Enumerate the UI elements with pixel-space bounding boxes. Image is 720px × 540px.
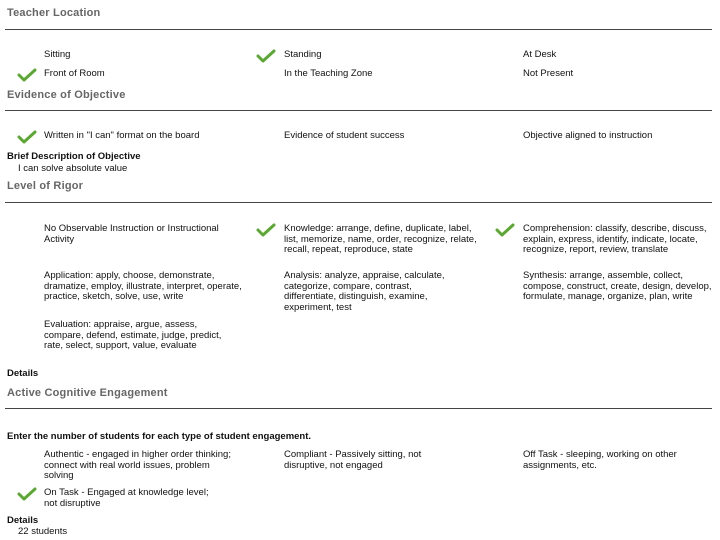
option-analysis[interactable]: Analysis: analyze, appraise, calculate, categorize, compare, contrast, differentiate, distinguish, examine, experiment, test xyxy=(284,270,445,313)
section-divider xyxy=(5,408,712,409)
option-synthesis[interactable]: Synthesis: arrange, assemble, collect, compose, construct, create, design, develop, formulate, manage, organize, plan, write xyxy=(523,270,712,302)
option-front-of-room[interactable]: Front of Room xyxy=(44,68,105,79)
section-divider xyxy=(5,29,712,30)
section-title-level-of-rigor: Level of Rigor xyxy=(7,180,84,192)
engagement-details-value: 22 students xyxy=(18,526,68,537)
section-title-teacher-location: Teacher Location xyxy=(7,7,101,19)
section-title-active-cognitive-engagement: Active Cognitive Engagement xyxy=(7,387,168,399)
engagement-instruction: Enter the number of students for each type of student engagement. xyxy=(7,431,312,442)
option-standing[interactable]: Standing xyxy=(284,49,322,60)
section-title-evidence-of-objective: Evidence of Objective xyxy=(7,89,126,101)
option-written-i-can[interactable]: Written in "I can" format on the board xyxy=(44,130,200,141)
option-evidence-student-success[interactable]: Evidence of student success xyxy=(284,130,405,141)
brief-description-value: I can solve absolute value xyxy=(18,163,128,174)
option-evaluation[interactable]: Evaluation: appraise, argue, assess, compare, defend, estimate, judge, predict, rate, select, support, value, evaluate xyxy=(44,319,222,351)
option-not-present[interactable]: Not Present xyxy=(523,68,574,79)
brief-description-label: Brief Description of Objective xyxy=(7,151,141,162)
option-knowledge[interactable]: Knowledge: arrange, define, duplicate, label, list, memorize, name, order, recognize, relate, recall, repeat, reproduce, state xyxy=(284,223,477,255)
checkmark-icon xyxy=(495,223,515,237)
option-sitting[interactable]: Sitting xyxy=(44,49,71,60)
option-compliant[interactable]: Compliant - Passively sitting, not disruptive, not engaged xyxy=(284,449,422,471)
section-divider xyxy=(5,202,712,203)
option-off-task[interactable]: Off Task - sleeping, working on other assignments, etc. xyxy=(523,449,677,471)
option-application[interactable]: Application: apply, choose, demonstrate, dramatize, employ, illustrate, interpret, operate, practice, sketch, solve, use, write xyxy=(44,270,242,302)
checkmark-icon xyxy=(17,130,37,144)
checkmark-icon xyxy=(17,68,37,82)
checkmark-icon xyxy=(256,223,276,237)
option-objective-aligned[interactable]: Objective aligned to instruction xyxy=(523,130,653,141)
checkmark-icon xyxy=(17,487,37,501)
option-no-observable-instruction[interactable]: No Observable Instruction or Instructional Activity xyxy=(44,223,219,245)
option-comprehension[interactable]: Comprehension: classify, describe, discuss, explain, express, identify, indicate, locate, recognize, report, review, translate xyxy=(523,223,707,255)
option-at-desk[interactable]: At Desk xyxy=(523,49,557,60)
engagement-details-label: Details xyxy=(7,515,39,526)
checkmark-icon xyxy=(256,49,276,63)
option-in-teaching-zone[interactable]: In the Teaching Zone xyxy=(284,68,373,79)
section-divider xyxy=(5,110,712,111)
option-authentic[interactable]: Authentic - engaged in higher order thinking; connect with real world issues, problem solving xyxy=(44,449,231,481)
option-on-task[interactable]: On Task - Engaged at knowledge level; not disruptive xyxy=(44,487,209,509)
rigor-details-label: Details xyxy=(7,368,39,379)
